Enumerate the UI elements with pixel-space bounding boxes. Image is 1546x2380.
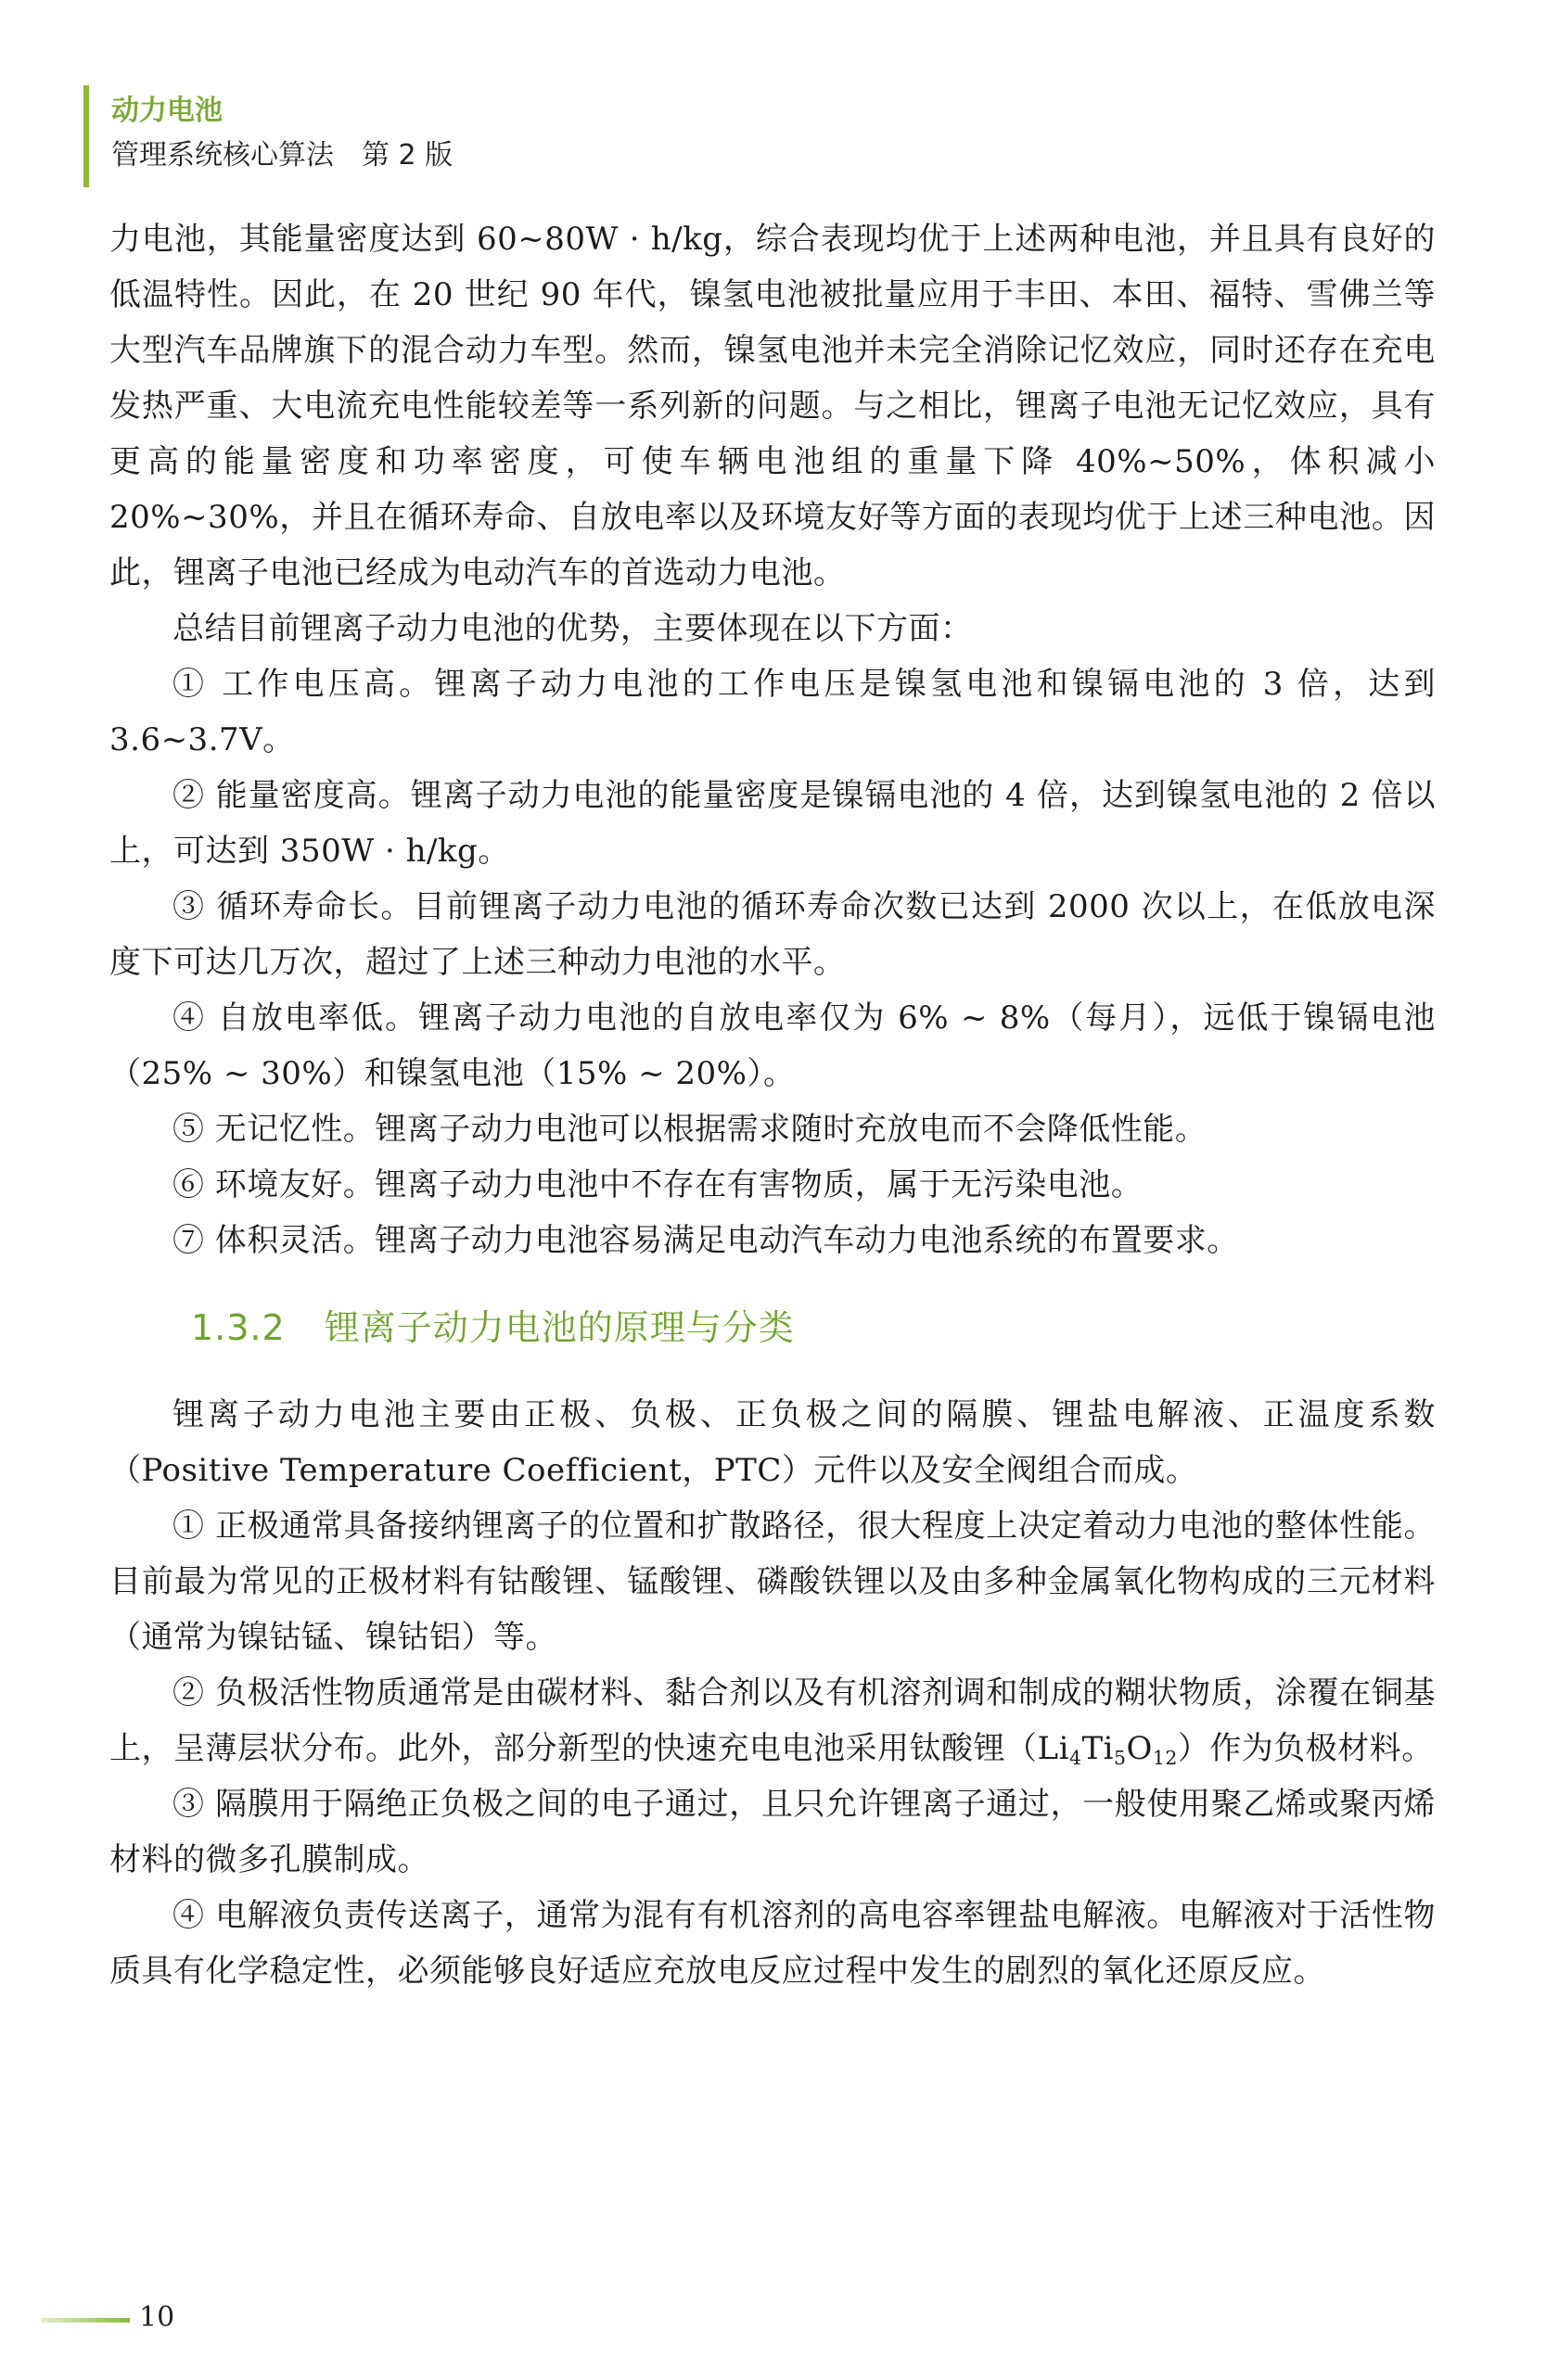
page-number: 10 xyxy=(139,2301,175,2334)
formula-subscript: 5 xyxy=(1114,1747,1127,1770)
list-item: ④ 自放电率低。锂离子动力电池的自放电率仅为 6% ~ 8%（每月），远低于镍镉电池（25% ~ 30%）和镍氢电池（15% ~ 20%）。 xyxy=(109,999,1436,1092)
book-title: 动力电池 xyxy=(111,95,223,127)
formula-element: O xyxy=(1126,1730,1153,1767)
section-heading xyxy=(191,1300,1436,1355)
page-body xyxy=(109,211,1436,1999)
running-header xyxy=(83,85,453,187)
paragraph-text: ② 负极活性物质通常是由碳材料、黏合剂以及有机溶剂调和制成的糊状物质，涂覆在铜基上，呈薄层状分布。此外，部分新型的快速充电电池采用钛酸锂（ xyxy=(109,1674,1436,1767)
list-item: ① 工作电压高。锂离子动力电池的工作电压是镍氢电池和镍镉电池的 3 倍，达到 3.6~3.7V。 xyxy=(109,666,1436,758)
formula-element: Ti xyxy=(1081,1730,1114,1767)
footer-decoration-bar xyxy=(41,2318,130,2323)
section-title: 锂离子动力电池的原理与分类 xyxy=(324,1307,795,1348)
formula-subscript: 12 xyxy=(1152,1747,1178,1770)
list-item: ① 正极通常具备接纳锂离子的位置和扩散路径，很大程度上决定着动力电池的整体性能。目前最为常见的正极材料有钴酸锂、锰酸锂、磷酸铁锂以及由多种金属氧化物构成的三元材料（通常为镍钴锰、镍钴铝）等。 xyxy=(109,1508,1436,1656)
list-item xyxy=(109,1665,1436,1776)
list-item: ② 能量密度高。锂离子动力电池的能量密度是镍镉电池的 4 倍，达到镍氢电池的 2 倍以上，可达到 350W · h/kg。 xyxy=(109,777,1436,870)
list-item: ③ 循环寿命长。目前锂离子动力电池的循环寿命次数已达到 2000 次以上，在低放电深度下可达几万次，超过了上述三种动力电池的水平。 xyxy=(109,888,1436,981)
list-item: ③ 隔膜用于隔绝正负极之间的电子通过，且只允许锂离子通过，一般使用聚乙烯或聚丙烯材料的微多孔膜制成。 xyxy=(109,1786,1436,1878)
list-item: ⑥ 环境友好。锂离子动力电池中不存在有害物质，属于无污染电池。 xyxy=(172,1166,1144,1203)
list-item: ⑦ 体积灵活。锂离子动力电池容易满足电动汽车动力电池系统的布置要求。 xyxy=(172,1222,1239,1259)
list-item: ⑤ 无记忆性。锂离子动力电池可以根据需求随时充放电而不会降低性能。 xyxy=(172,1111,1207,1148)
formula-subscript: 4 xyxy=(1068,1747,1082,1770)
paragraph: 锂离子动力电池主要由正极、负极、正负极之间的隔膜、锂盐电解液、正温度系数（Positive Temperature Coefficient，PTC）元件以及安全阀组合而成。 xyxy=(109,1396,1436,1489)
book-subtitle: 管理系统核心算法 第 2 版 xyxy=(111,139,454,172)
paragraph-text: ）作为负极材料。 xyxy=(1177,1730,1434,1767)
section-number: 1.3.2 xyxy=(191,1307,286,1348)
paragraph: 力电池，其能量密度达到 60~80W · h/kg，综合表现均优于上述两种电池，并且具有良好的低温特性。因此，在 20 世纪 90 年代，镍氢电池被批量应用于丰田、本田、福特、雪佛兰等大型汽车品牌旗下的混合动力车型。然而，镍氢电池并未完全消除记忆效应，同时还存在充电发热严重、大电流充电性能较差等一系列新的问题。与之相比，锂离子电池无记忆效应，具有更高的能量密度和功率密度，可使车辆电池组的重量下降 40%~50%，体积减小 20%~30%，并且在循环寿命、自放电率以及环境友好等方面的表现均优于上述三种电池。因此，锂离子电池已经成为电动汽车的首选动力电池。 xyxy=(109,221,1436,592)
chemical-formula xyxy=(1037,1730,1178,1770)
paragraph: 总结目前锂离子动力电池的优势，主要体现在以下方面： xyxy=(172,610,973,647)
list-item: ④ 电解液负责传送离子，通常为混有有机溶剂的高电容率锂盐电解液。电解液对于活性物质具有化学稳定性，必须能够良好适应充放电反应过程中发生的剧烈的氧化还原反应。 xyxy=(109,1897,1436,1990)
formula-element: Li xyxy=(1037,1730,1069,1767)
